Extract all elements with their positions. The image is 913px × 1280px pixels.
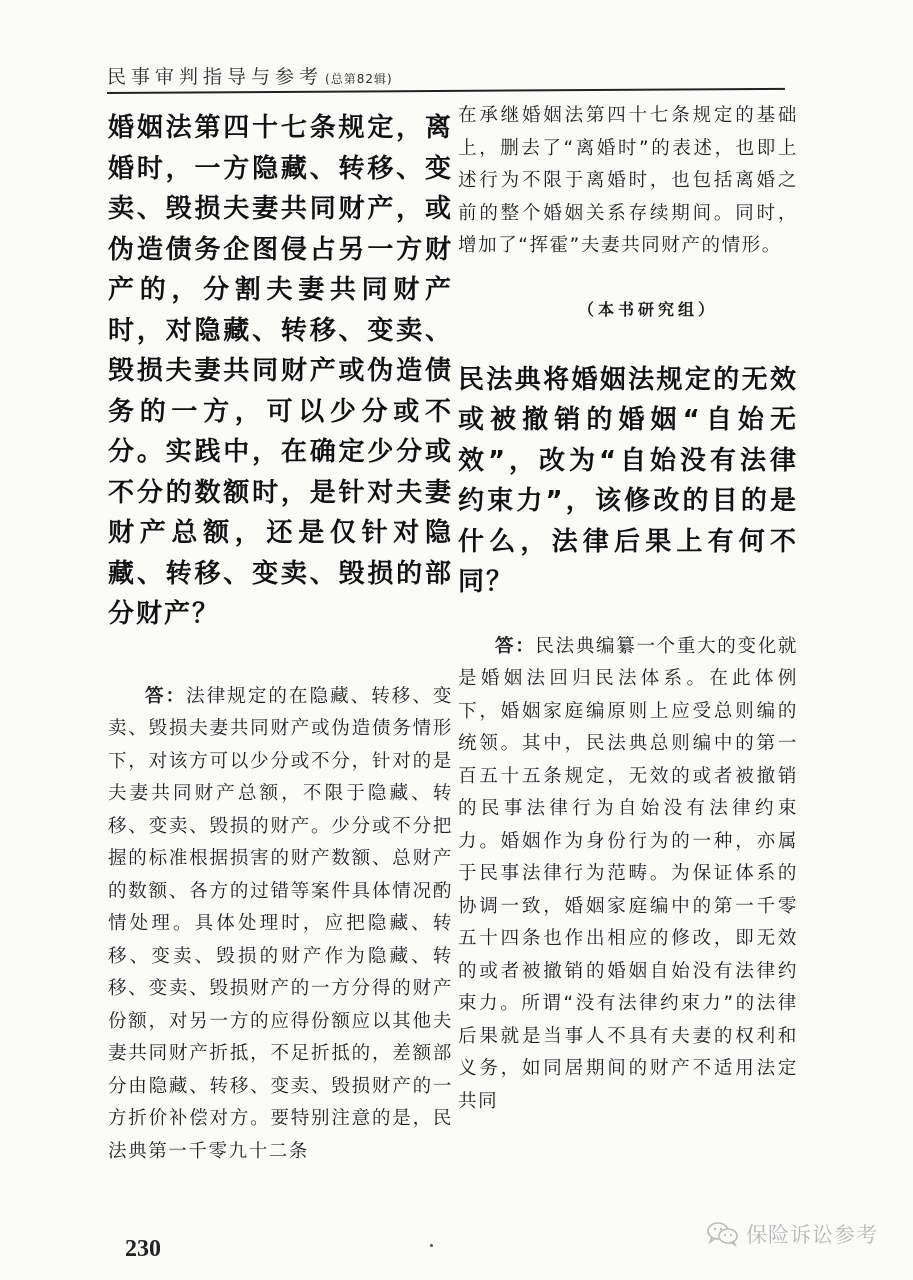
watermark-text: 保险诉讼参考 [746, 1223, 878, 1247]
answer-label: 答： [145, 685, 187, 707]
issue-number: (总第82辑) [325, 72, 393, 86]
page-number: 230 [125, 1236, 161, 1262]
answer-1-text: 法律规定的在隐藏、转移、变卖、毁损夫妻共同财产或伪造债务情形下，对该方可以少分或不分，针对的是夫妻共同财产总额，不限于隐藏、转移、变卖、毁损的财产。少分或不分把握的标准根据损害的财产数额、总财产的数额、各方的过错等案件具体情况酌情处理。具体处理时，应把隐藏、转移、变卖、毁损的财产作为隐藏、转移、变卖、毁损财产的一方分得的财产份额，对另一方的应得份额应以其他夫妻共同财产折抵，不足折抵的，差额部分由隐藏、转移、变卖、毁损财产的一方折价补偿对方。要特别注意的是，民法典第一千零九十二条 [108, 685, 453, 1162]
right-column [458, 100, 798, 1118]
question-2: 民法典将婚姻法规定的无效或被撤销的婚姻“自始无效”，改为“自始没有法律约束力”，该修改的目的是什么，法律后果上有何不同？ [458, 364, 798, 597]
left-column [108, 108, 453, 1168]
book-title: 民事审判指导与参考 [107, 66, 324, 88]
answer-1 [108, 681, 453, 1169]
wechat-icon [706, 1221, 740, 1247]
running-head [107, 62, 393, 89]
continued-paragraph: 在承继婚姻法第四十七条规定的基础上，删去了“离婚时”的表述，也即上述行为不限于离婚时，也包括离婚之前的整个婚姻关系存续期间。同时，增加了“挥霍”夫妻共同财产的情形。 [458, 105, 798, 256]
watermark [706, 1219, 878, 1249]
attribution: （本书研究组） [577, 299, 718, 319]
answer-2-text: 民法典编纂一个重大的变化就是婚姻法回归民法体系。在此体例下，婚姻家庭编原则上应受总则编的统领。其中，民法典总则编中的第一百五十五条规定，无效的或者被撤销的民事法律行为自始没有法律约束力。婚姻作为身份行为的一种，亦属于民事法律行为范畴。为保证体系的协调一致，婚姻家庭编中的第一千零五十四条也作出相应的修改，即无效的或者被撤销的婚姻自始没有法律约束力。所谓“没有法律约束力”的法律后果就是当事人不具有夫妻的权利和义务，如同居期间的财产不适用法定共同 [458, 635, 798, 1112]
answer-label: 答： [495, 635, 536, 657]
answer-2 [458, 631, 798, 1119]
print-speck [430, 1244, 433, 1247]
question-1: 婚姻法第四十七条规定，离婚时，一方隐藏、转移、变卖、毁损夫妻共同财产，或伪造债务企图侵占另一方财产的，分割夫妻共同财产时，对隐藏、转移、变卖、毁损夫妻共同财产或伪造债务的一方，可以少分或不分。实践中，在确定少分或不分的数额时，是针对夫妻财产总额，还是仅针对隐藏、转移、变卖、毁损的部分财产？ [108, 113, 453, 629]
